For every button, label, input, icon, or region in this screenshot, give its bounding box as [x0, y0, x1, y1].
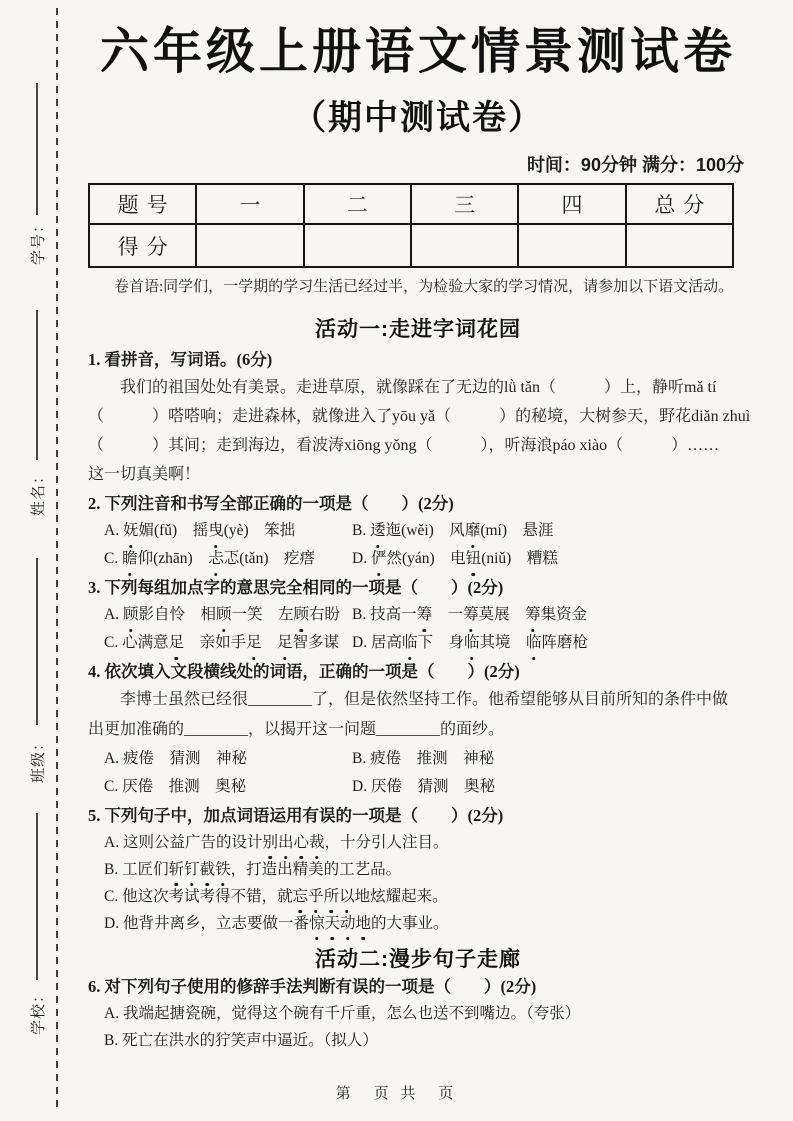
option-b: [352, 601, 587, 629]
score-row-label: 得分: [89, 224, 196, 267]
emphasized-char: 筹: [417, 601, 433, 629]
emphasized-char: 临: [464, 629, 480, 657]
text-segment: 下 身: [417, 634, 464, 651]
name-label: 姓名：: [31, 468, 47, 517]
text-segment: [262, 634, 278, 651]
emphasized-char: 惊: [309, 910, 325, 937]
emphasized-char: 逶: [370, 517, 386, 545]
text-segment: 影自怜 相: [138, 606, 216, 623]
question-2-options-row-1: [88, 517, 748, 545]
question-4-stem: 4. 依次填入文段横线处的词语，正确的一项是（ ）(2分): [88, 662, 520, 681]
question-3-options-row-2: [88, 629, 748, 657]
text-segment: 仰(zhān): [137, 550, 209, 567]
option-c: [104, 545, 352, 573]
text-segment: 一: [432, 606, 464, 623]
text-segment: 莫展: [478, 606, 526, 623]
text-segment: A. 这则公益广告的设计: [104, 834, 263, 851]
text-segment: (mí) 悬涯: [480, 522, 554, 539]
option-a: [88, 829, 748, 856]
emphasized-char: 临: [402, 629, 418, 657]
question-4-options-row-1: [88, 745, 748, 773]
emphasized-char: 筹: [525, 601, 541, 629]
emphasized-char: 钮: [466, 545, 482, 573]
question-3-stem: 3. 下列每组加点字的意思完全相同的一项是（ ）(2分): [88, 578, 504, 597]
text-segment: 一笑 左: [231, 606, 294, 623]
option-b: [352, 517, 554, 545]
question-2-options-row-2: [88, 545, 748, 573]
emphasized-char: 别: [262, 829, 278, 856]
score-cell-label: 题号: [89, 184, 196, 224]
emphasized-char: 地: [356, 910, 372, 937]
name-blank-line: [36, 310, 38, 460]
class-blank-line: [36, 558, 38, 725]
student-id-label: 学号：: [31, 217, 47, 266]
school-blank-line: [36, 813, 38, 980]
text-segment: B. 工匠们: [104, 861, 169, 878]
passage-line: （ ）嗒嗒响；走进森林，就像进入了yōu yǎ（ ）的秘境，大树参天，野花diǎn zhuì: [88, 408, 751, 425]
text-segment: D. 居高: [352, 634, 402, 651]
passage-line: 我们的祖国处处有美景。走进草原，就像踩在了无边的lǜ tǎn（ ）上，静听mǎ tí: [120, 379, 717, 396]
text-segment: 忑(tǎn) 疙瘩: [223, 550, 315, 567]
option-a: A. 我端起搪瓷碗，觉得这个碗有千斤重，怎么也送不到嘴边。（夸张）: [104, 1005, 581, 1022]
emphasized-char: 截: [200, 856, 216, 883]
page-subtitle: （期中测试卷）: [292, 99, 544, 137]
emphasized-char: 曳: [208, 517, 224, 545]
text-segment: 智多谋: [292, 634, 340, 651]
emphasized-char: 天: [324, 910, 340, 937]
page-footer: 第 页 共 页: [335, 1086, 458, 1102]
section-2-title: 活动二:漫步句子走廊: [315, 948, 521, 971]
emphasized-char: 乎: [308, 883, 324, 910]
text-segment: 地炫耀起来。: [354, 888, 448, 905]
option-c: [88, 883, 748, 910]
question-4-options-row-2: [88, 773, 748, 801]
text-segment: (niǔ) 糟糕: [481, 550, 558, 567]
section-1-title: 活动一:走进字词花园: [315, 318, 521, 341]
text-segment: 其境: [479, 634, 527, 651]
option-d: D. 厌倦 猜测 奥秘: [352, 778, 495, 795]
option-a: [104, 517, 352, 545]
option-a: [104, 601, 352, 629]
passage-line: 出更加准确的________，以揭开这一问题________的面纱。: [88, 721, 505, 738]
emphasized-char: 临: [526, 629, 542, 657]
text-segment: 媚(fǔ) 摇: [138, 522, 209, 539]
exam-meta: 时间：90分钟 满分：100分: [526, 155, 744, 175]
score-blank-3: [411, 224, 518, 267]
text-segment: ，十分引人注目。: [324, 834, 449, 851]
emphasized-char: 顾: [123, 601, 139, 629]
preface-text: 卷首语:同学们，一学期的学习生活已经过半，为检验大家的学习情况，请参加以下语文活动。: [114, 279, 734, 295]
score-blank-1: [196, 224, 303, 267]
binding-dashed-line: [56, 8, 58, 1108]
text-segment: (yè) 笨拙: [223, 522, 296, 539]
emphasized-char: 足: [277, 629, 293, 657]
score-cell-q2: 二: [304, 184, 411, 224]
score-table-score-row: [89, 224, 733, 267]
text-segment: D. 他背井离乡，立志要做一番: [104, 915, 309, 932]
score-cell-total: 总分: [626, 184, 733, 224]
page-title: 六年级上册语文情景测试卷: [99, 25, 736, 79]
emphasized-char: 足: [169, 629, 185, 657]
score-table-header-row: [89, 184, 733, 224]
emphasized-char: 裁: [309, 829, 325, 856]
emphasized-char: 妩: [123, 517, 139, 545]
emphasized-char: 顾: [216, 601, 232, 629]
score-blank-4: [518, 224, 625, 267]
text-segment: C. 他这次考试考得不错，就: [104, 888, 293, 905]
student-id-blank-line: [36, 83, 38, 215]
score-blank-2: [304, 224, 411, 267]
option-a: A. 疲倦 猜测 神秘: [104, 750, 247, 767]
option-c: C. 厌倦 推测 奥秘: [104, 778, 247, 795]
passage-line: （ ）其间；走到海边，看波涛xiōng yǒng（ ），听海浪páo xiào（ ）……: [88, 437, 720, 454]
score-cell-q1: 一: [196, 184, 303, 224]
emphasized-char: 忘: [293, 883, 309, 910]
emphasized-char: 所: [324, 883, 340, 910]
emphasized-char: 顾: [294, 601, 310, 629]
text-segment: B.: [352, 522, 371, 539]
option-d: [88, 910, 748, 937]
emphasized-char: 靡: [465, 517, 481, 545]
emphasized-char: 瞻: [122, 545, 138, 573]
score-blank-total: [626, 224, 733, 267]
emphasized-char: 筹: [463, 601, 479, 629]
option-c: [104, 629, 352, 657]
text-segment: 阵磨枪: [541, 634, 589, 651]
text-segment: 右盼: [309, 606, 341, 623]
paper-content: [88, 0, 751, 1054]
emphasized-char: 动: [340, 910, 356, 937]
text-segment: A.: [104, 606, 123, 623]
score-cell-q4: 四: [518, 184, 625, 224]
text-segment: ，打造出精美的工艺品。: [230, 861, 402, 878]
text-segment: 迤(wěi) 风: [385, 522, 465, 539]
option-d: [352, 545, 558, 573]
question-5-stem: 5. 下列句子中，加点词语运用有误的一项是（ ）(2分): [88, 806, 504, 825]
emphasized-char: 足: [246, 629, 262, 657]
score-table: [88, 183, 734, 268]
option-b: B. 死亡在洪水的狞笑声中逼近。（拟人）: [104, 1032, 378, 1049]
class-label: 班级：: [31, 735, 47, 784]
emphasized-char: 出: [278, 829, 294, 856]
passage-line: 这一切真美啊！: [88, 466, 201, 483]
text-segment: C. 心满意: [104, 634, 169, 651]
question-2-stem: 2. 下列注音和书写全部正确的一项是（ ）(2分): [88, 494, 454, 513]
emphasized-char: 忐: [208, 545, 224, 573]
emphasized-char: 以: [339, 883, 355, 910]
text-segment: D.: [352, 550, 371, 567]
text-segment: 亲如手: [184, 634, 247, 651]
emphasized-char: 心: [293, 829, 309, 856]
text-segment: A.: [104, 522, 123, 539]
passage-line: 李博士虽然已经很________了，但是依然坚持工作。他希望能够从目前所知的条件中做: [120, 691, 729, 708]
text-segment: 然(yán) 电: [386, 550, 466, 567]
emphasized-char: 斩: [169, 856, 185, 883]
school-label: 学校：: [31, 987, 47, 1036]
option-d: [352, 629, 588, 657]
score-cell-q3: 三: [411, 184, 518, 224]
text-segment: 的大事业。: [371, 915, 449, 932]
option-b: [88, 856, 748, 883]
option-b: B. 疲倦 推测 神秘: [352, 750, 495, 767]
emphasized-char: 钉: [184, 856, 200, 883]
text-segment: C.: [104, 550, 123, 567]
text-segment: B. 技高一: [352, 606, 417, 623]
emphasized-char: 俨: [371, 545, 387, 573]
question-1-stem: 1. 看拼音，写词语。(6分): [88, 350, 273, 369]
question-3-options-row-1: [88, 601, 748, 629]
emphasized-char: 铁: [215, 856, 231, 883]
text-segment: 集资金: [540, 606, 588, 623]
question-6-stem: 6. 对下列句子使用的修辞手法判断有误的一项是（ ）(2分): [88, 977, 537, 996]
